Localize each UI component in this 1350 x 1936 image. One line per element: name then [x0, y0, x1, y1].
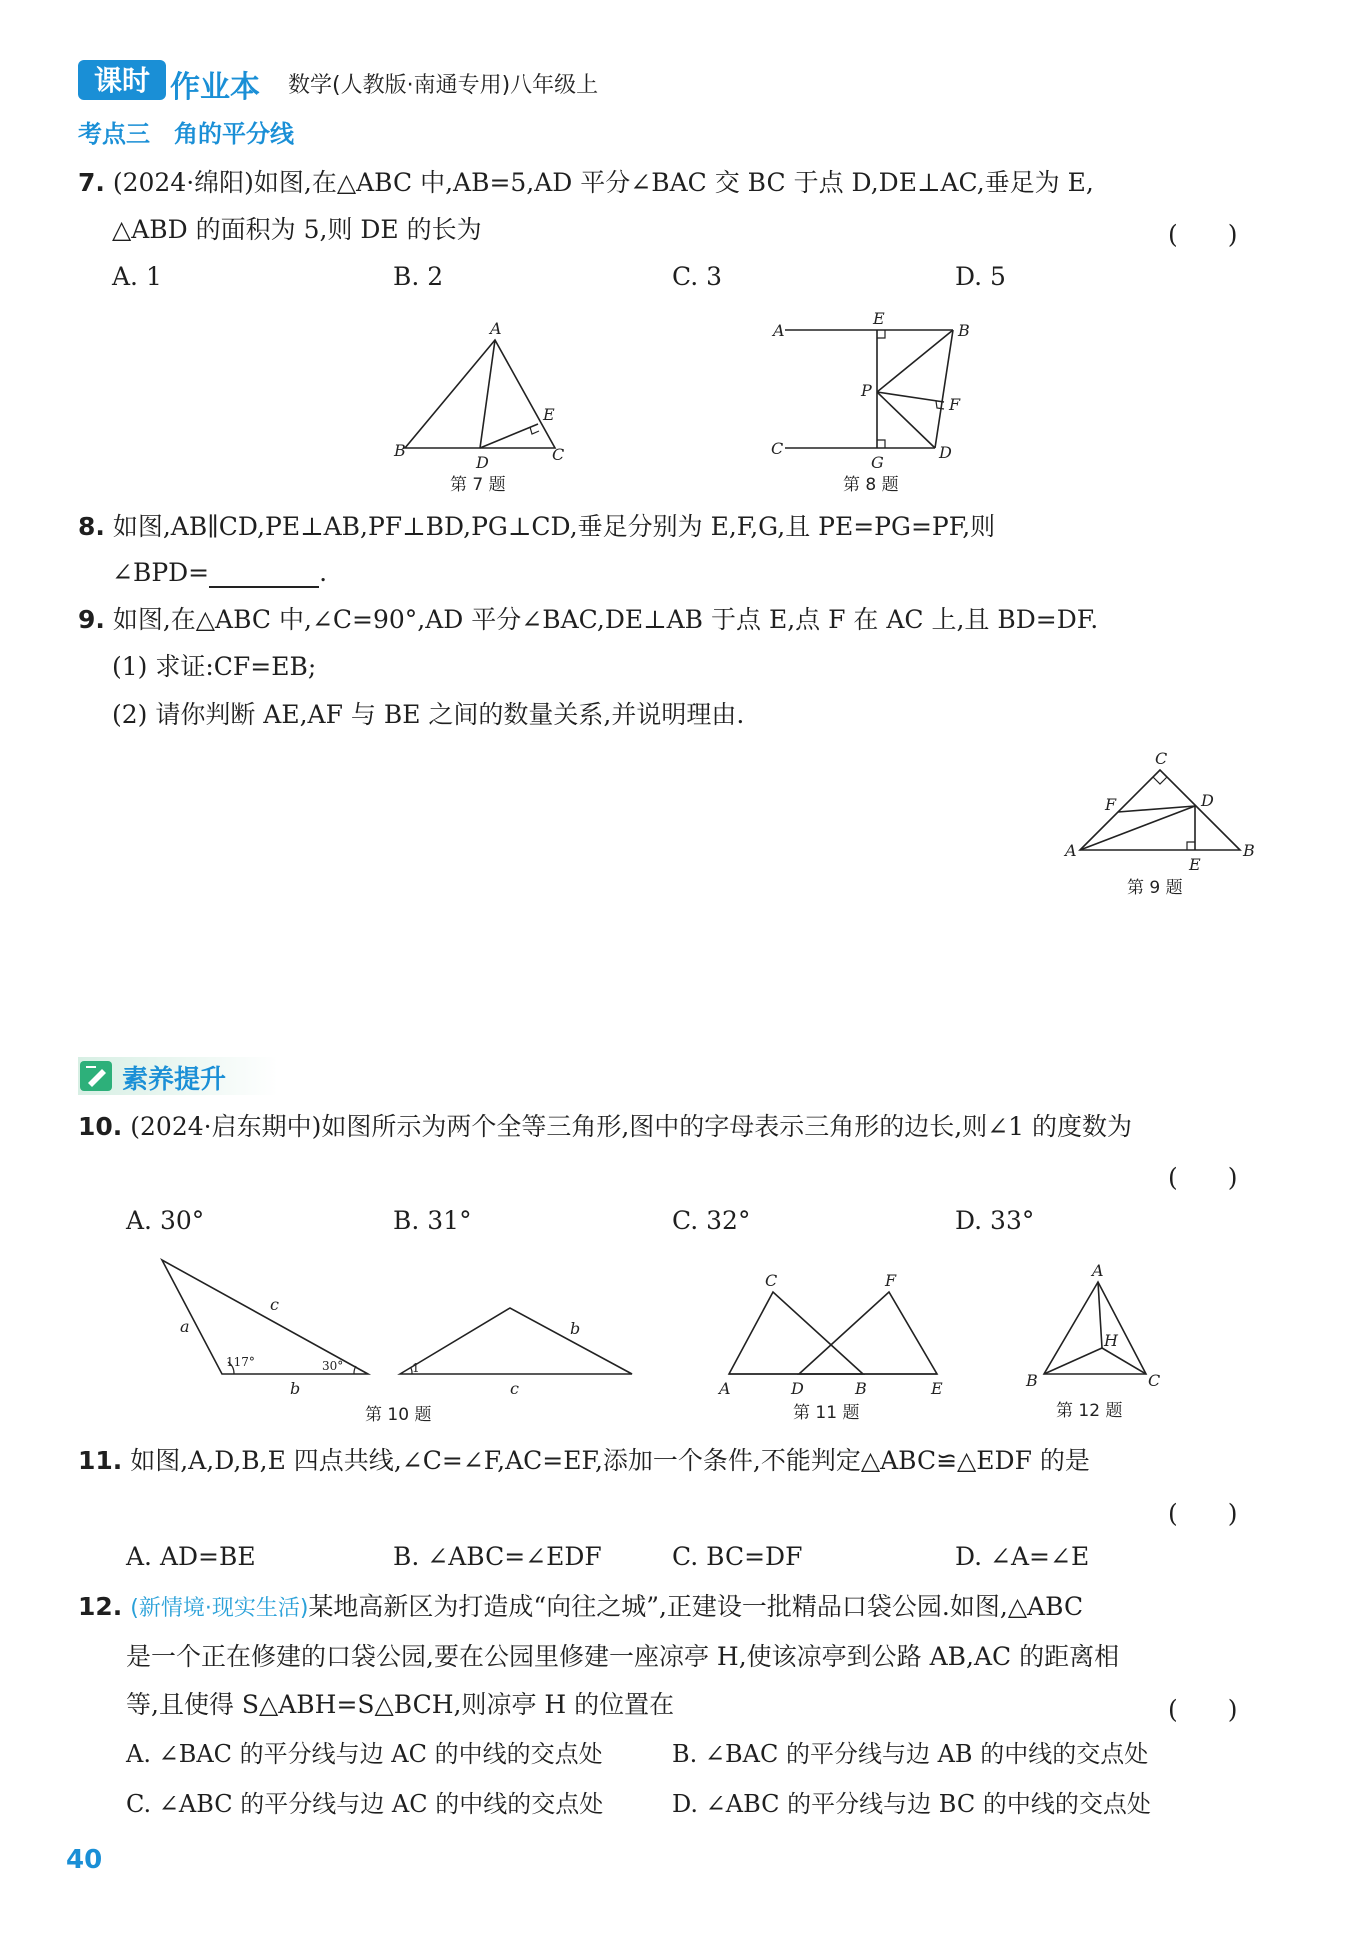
label-E: E	[873, 310, 885, 328]
question-12-line2: 是一个正在修建的口袋公园,要在公园里修建一座凉亭 H,使该凉亭到公路 AB,AC 的距离相	[126, 1642, 1120, 1671]
question-text: 如图,在△ABC 中,∠C=90°,AD 平分∠BAC,DE⊥AB 于点 E,点 F 在 AC 上,且 BD=DF.	[112, 605, 1099, 634]
option-c: C. ∠ABC 的平分线与边 AC 的中线的交点处	[126, 1790, 604, 1818]
question-12-line3: 等,且使得 S△ABH=S△BCH,则凉亭 H 的位置在	[126, 1690, 675, 1719]
figure-11-caption: 第 11 题	[793, 1403, 860, 1423]
question-9-sub2: (2) 请你判断 AE,AF 与 BE 之间的数量关系,并说明理由.	[112, 700, 745, 729]
question-9-sub1: (1) 求证:CF=EB;	[112, 652, 317, 681]
label-P: P	[861, 381, 872, 400]
logo-text: 课时	[93, 64, 151, 97]
question-text: 某地高新区为打造成“向往之城”,正建设一批精品口袋公园.如图,△ABC	[308, 1592, 1084, 1621]
side-label-c2: c	[510, 1379, 519, 1398]
label-F: F	[1105, 795, 1117, 814]
question-number: 12.	[78, 1592, 123, 1621]
angle-label-30: 30°	[322, 1359, 344, 1373]
label-E: E	[1189, 855, 1201, 874]
figure-12	[1020, 1262, 1180, 1430]
question-7-line2: △ABD 的面积为 5,则 DE 的长为	[112, 215, 482, 244]
book-name: 作业本	[170, 70, 260, 105]
figure-7	[380, 310, 580, 500]
label-B: B	[1243, 841, 1255, 860]
option-a: A. 1	[112, 262, 162, 291]
question-10-line1	[78, 1112, 1132, 1142]
side-label-a: a	[180, 1317, 190, 1336]
option-d: D. ∠ABC 的平分线与边 BC 的中线的交点处	[672, 1790, 1151, 1818]
angle-label-117: 117°	[226, 1355, 255, 1369]
label-A: A	[1092, 1262, 1104, 1280]
question-7-line1	[78, 168, 1094, 198]
question-number: 10.	[78, 1112, 123, 1141]
answer-paren: ( )	[1168, 1499, 1238, 1528]
answer-blank[interactable]	[209, 564, 319, 588]
question-number: 7.	[78, 168, 105, 197]
option-c: C. BC=DF	[672, 1542, 803, 1571]
question-8-line1	[78, 512, 995, 542]
label-H: H	[1104, 1331, 1118, 1350]
label-B: B	[394, 441, 406, 460]
option-a: A. ∠BAC 的平分线与边 AC 的中线的交点处	[126, 1740, 603, 1768]
option-c: C. 32°	[672, 1206, 751, 1235]
label-C: C	[771, 439, 784, 458]
label-C: C	[552, 445, 565, 464]
figure-10	[150, 1252, 650, 1427]
question-text: (2024·绵阳)如图,在△ABC 中,AB=5,AD 平分∠BAC 交 BC 于点 D,DE⊥AC,垂足为 E,	[112, 168, 1094, 197]
question-11-line1	[78, 1446, 1090, 1476]
label-D: D	[476, 453, 489, 472]
label-E: E	[543, 405, 555, 424]
side-label-b: b	[290, 1379, 301, 1398]
answer-paren: ( )	[1168, 220, 1238, 249]
angle-label-1: 1	[412, 1361, 420, 1375]
question-9-line1	[78, 605, 1098, 635]
figure-10-caption: 第 10 题	[365, 1405, 432, 1425]
figure-8-caption: 第 8 题	[843, 475, 899, 495]
figure-7-caption: 第 7 题	[450, 475, 506, 495]
figure-9	[1055, 740, 1255, 900]
question-number: 8.	[78, 512, 105, 541]
figure-8	[755, 310, 995, 500]
question-text: (2024·启东期中)如图所示为两个全等三角形,图中的字母表示三角形的边长,则∠1 的度数为	[130, 1112, 1133, 1141]
option-b: B. 31°	[393, 1206, 472, 1235]
question-number: 9.	[78, 605, 105, 634]
page-number: 40	[66, 1845, 103, 1875]
option-c: C. 3	[672, 262, 723, 291]
option-a: A. AD=BE	[126, 1542, 256, 1571]
question-number: 11.	[78, 1446, 123, 1475]
option-d: D. 33°	[955, 1206, 1035, 1235]
label-E: E	[931, 1379, 943, 1398]
label-A: A	[490, 319, 502, 338]
option-d: D. 5	[955, 262, 1006, 291]
figure-12-caption: 第 12 题	[1056, 1401, 1123, 1421]
book-subject: 数学(人教版·南通专用)八年级上	[288, 73, 599, 98]
question-text: ∠BPD=	[112, 558, 210, 587]
option-a: A. 30°	[126, 1206, 205, 1235]
period: .	[319, 558, 328, 587]
answer-paren: ( )	[1168, 1163, 1238, 1192]
section-title-angle-bisector: 考点三 角的平分线	[78, 120, 294, 148]
label-A: A	[1065, 841, 1077, 860]
question-8-line2	[112, 558, 327, 588]
label-C: C	[1155, 749, 1168, 768]
side-label-b2: b	[570, 1319, 581, 1338]
option-b: B. 2	[393, 262, 444, 291]
question-text: 如图,A,D,B,E 四点共线,∠C=∠F,AC=EF,添加一个条件,不能判定△ABC≌△EDF 的是	[130, 1446, 1090, 1475]
label-B: B	[855, 1379, 867, 1398]
option-d: D. ∠A=∠E	[955, 1542, 1090, 1571]
label-D: D	[1201, 791, 1214, 810]
answer-paren: ( )	[1168, 1695, 1238, 1724]
label-A: A	[773, 321, 785, 340]
brand-logo	[78, 58, 168, 102]
figure-9-caption: 第 9 题	[1127, 878, 1183, 898]
label-C: C	[1148, 1371, 1161, 1390]
context-tag: (新情境·现实生活)	[130, 1596, 309, 1621]
label-B: B	[958, 321, 970, 340]
option-b: B. ∠ABC=∠EDF	[393, 1542, 602, 1571]
label-G: G	[871, 453, 884, 472]
label-F: F	[885, 1271, 897, 1290]
question-text: 如图,AB∥CD,PE⊥AB,PF⊥BD,PG⊥CD,垂足分别为 E,F,G,且 PE=PG=PF,则	[112, 512, 996, 541]
label-D: D	[791, 1379, 804, 1398]
section-title-competence: 素养提升	[122, 1065, 227, 1095]
side-label-c: c	[270, 1295, 279, 1314]
figure-11	[715, 1270, 955, 1430]
label-F: F	[949, 395, 961, 414]
label-D: D	[939, 443, 952, 462]
label-B: B	[1026, 1371, 1038, 1390]
question-12-line1	[78, 1592, 1083, 1622]
label-A: A	[719, 1379, 731, 1398]
option-b: B. ∠BAC 的平分线与边 AB 的中线的交点处	[672, 1740, 1149, 1768]
label-C: C	[765, 1271, 778, 1290]
